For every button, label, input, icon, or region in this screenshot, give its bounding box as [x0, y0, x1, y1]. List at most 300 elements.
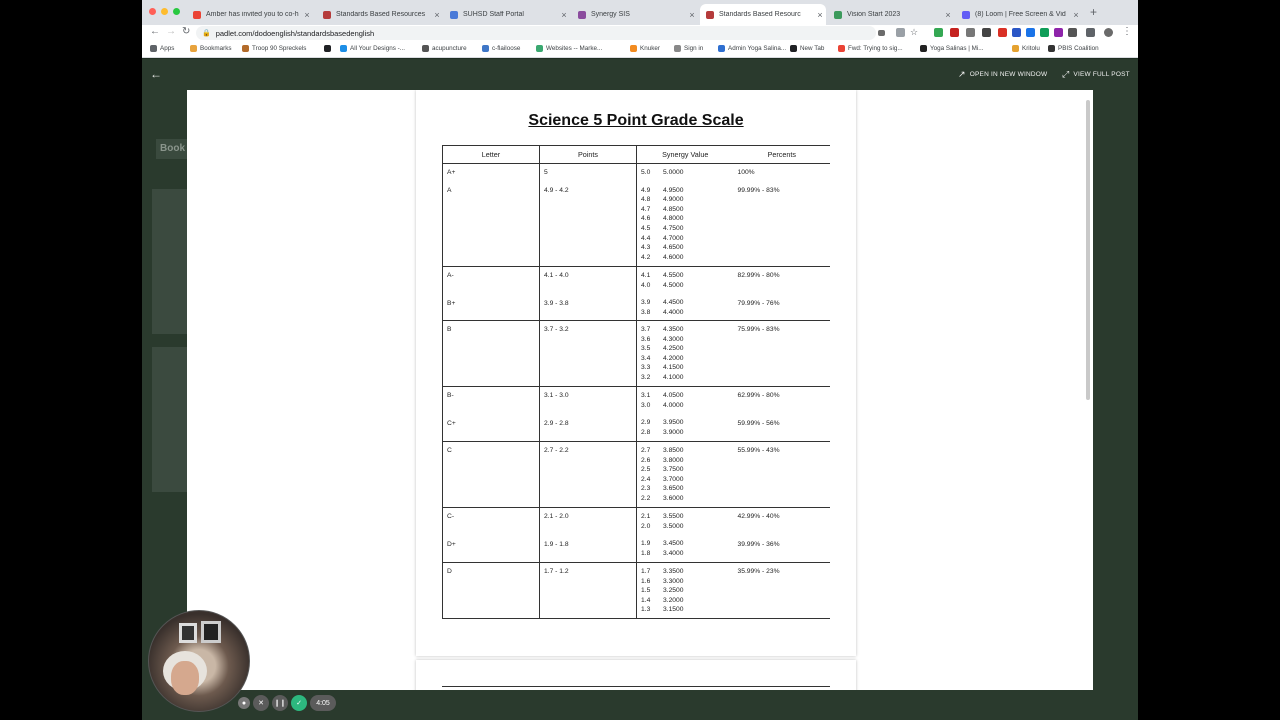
- synergy-entry: [641, 475, 734, 485]
- loom-timer: 4:05: [310, 695, 336, 711]
- reload-button[interactable]: ↻: [182, 26, 191, 37]
- synergy-point: 1.3: [641, 606, 651, 614]
- forward-button[interactable]: →: [166, 26, 176, 37]
- tab[interactable]: [700, 4, 826, 25]
- synergy-entry: [641, 253, 734, 263]
- tab[interactable]: [956, 4, 1082, 25]
- padlet-page: [142, 59, 1138, 720]
- new-tab-button[interactable]: +: [1090, 5, 1098, 19]
- synergy-entry: [641, 344, 734, 354]
- synergy-value: 4.8000: [663, 215, 684, 223]
- open-in-new-window-label: OPEN IN NEW WINDOW: [969, 71, 1048, 78]
- percent-range: 39.99% - 36%: [737, 540, 780, 548]
- tab-close-icon[interactable]: ×: [561, 9, 567, 20]
- bookmark-favicon-icon: [1012, 45, 1019, 52]
- bookmark-item[interactable]: [630, 45, 660, 52]
- table-row: [443, 508, 831, 563]
- address-url: padlet.com/dodoenglish/standardsbasedenglish: [215, 28, 375, 38]
- tab[interactable]: [187, 4, 313, 25]
- table-cell: [734, 508, 831, 563]
- synergy-value: 3.3000: [663, 577, 684, 585]
- synergy-point: 4.4: [641, 234, 651, 242]
- synergy-entry: [641, 484, 734, 494]
- synergy-point: 4.9: [641, 186, 651, 194]
- tab-favicon-icon: [834, 11, 842, 19]
- synergy-point: 3.8: [641, 308, 651, 316]
- synergy-entry: [641, 446, 734, 456]
- menu-kebab-icon[interactable]: ⋮: [1122, 26, 1132, 37]
- table-cell: [443, 442, 540, 508]
- synergy-point: 2.3: [641, 485, 651, 493]
- tab[interactable]: [828, 4, 954, 25]
- synergy-entry: [641, 577, 734, 587]
- synergy-entry: [641, 214, 734, 224]
- column-header: Points: [540, 146, 637, 164]
- synergy-point: 4.6: [641, 215, 651, 223]
- tab[interactable]: [572, 4, 698, 25]
- synergy-value: 4.4000: [663, 308, 684, 316]
- bookmark-item[interactable]: [324, 45, 334, 52]
- synergy-point: 2.2: [641, 494, 651, 502]
- tab[interactable]: [444, 4, 570, 25]
- synergy-value: 4.0000: [663, 401, 684, 409]
- synergy-value: 4.7500: [663, 224, 684, 232]
- tab-favicon-icon: [323, 11, 331, 19]
- synergy-point: 4.7: [641, 205, 651, 213]
- synergy-entry: [641, 325, 734, 335]
- table-cell: [637, 267, 734, 321]
- open-external-icon: ↗: [958, 69, 966, 79]
- synergy-value: 3.4500: [663, 540, 684, 548]
- bookmark-favicon-icon: [150, 45, 157, 52]
- synergy-entry: [641, 224, 734, 234]
- browser-window: [142, 0, 1138, 720]
- synergy-value: 3.9500: [663, 419, 684, 427]
- table-cell: [540, 508, 637, 563]
- tab-close-icon[interactable]: ×: [304, 9, 310, 20]
- synergy-value: 3.8000: [663, 456, 684, 464]
- synergy-entry: [641, 418, 734, 428]
- synergy-point: 3.2: [641, 373, 651, 381]
- table-cell: [734, 321, 831, 387]
- view-full-post-label: VIEW FULL POST: [1073, 71, 1130, 78]
- background-card: [152, 189, 188, 334]
- bookmark-item[interactable]: [1012, 45, 1040, 52]
- synergy-point: 3.9: [641, 299, 651, 307]
- tab-favicon-icon: [578, 11, 586, 19]
- synergy-entry: [641, 605, 734, 615]
- share-icon[interactable]: [896, 28, 905, 37]
- synergy-point: 4.8: [641, 196, 651, 204]
- synergy-value: 3.2500: [663, 587, 684, 595]
- column-header: Letter: [443, 146, 540, 164]
- synergy-entry: [641, 391, 734, 401]
- tab-favicon-icon: [450, 11, 458, 19]
- bookmark-item[interactable]: [150, 45, 174, 52]
- synergy-entry: [641, 456, 734, 466]
- synergy-point: 1.6: [641, 577, 651, 585]
- synergy-entry: [641, 298, 734, 308]
- synergy-value: 4.3500: [663, 326, 684, 333]
- table-cell: [637, 387, 734, 442]
- open-in-new-window-button[interactable]: [958, 69, 1047, 80]
- back-arrow-icon[interactable]: ←: [150, 67, 162, 81]
- bookmark-label: New Tab: [800, 45, 825, 52]
- synergy-entry: [641, 335, 734, 345]
- synergy-value: 4.5000: [663, 281, 684, 289]
- synergy-entry: [641, 494, 734, 504]
- table-cell: [540, 442, 637, 508]
- wall-frame: [179, 623, 197, 643]
- bookmark-item[interactable]: [536, 45, 602, 52]
- synergy-entry: [641, 586, 734, 596]
- synergy-entry: [641, 205, 734, 215]
- letter-grade: C: [447, 447, 452, 454]
- bookmark-label: Yoga Salinas | Mi...: [930, 45, 984, 52]
- table-cell: [637, 321, 734, 387]
- synergy-point: 2.0: [641, 522, 651, 530]
- document-title: Science 5 Point Grade Scale: [528, 112, 744, 129]
- table-cell: [443, 164, 540, 267]
- table-cell: [734, 267, 831, 321]
- synergy-point: 4.2: [641, 253, 651, 261]
- tab-label: Amber has invited you to co-h: [206, 11, 299, 18]
- percent-range: 100%: [737, 169, 755, 176]
- bookmark-item[interactable]: [482, 45, 520, 52]
- table-cell: [734, 164, 831, 267]
- table-header-row: [443, 146, 831, 164]
- letter-grade: D: [447, 568, 452, 575]
- synergy-entry: [641, 243, 734, 253]
- points-range: 3.7 - 3.2: [544, 326, 569, 333]
- loom-cancel-icon[interactable]: ✕: [253, 695, 269, 711]
- synergy-point: 3.6: [641, 335, 651, 343]
- bookmark-favicon-icon: [718, 45, 725, 52]
- synergy-point: 2.7: [641, 447, 651, 454]
- letter-grade: D+: [447, 540, 456, 548]
- synergy-point: 3.7: [641, 326, 651, 333]
- bookmark-favicon-icon: [790, 45, 797, 52]
- synergy-point: 4.3: [641, 244, 651, 252]
- synergy-value: 3.6500: [663, 485, 684, 493]
- synergy-entry: [641, 512, 734, 522]
- table-row: [443, 387, 831, 442]
- bookmark-favicon-icon: [340, 45, 347, 52]
- table-cell: [443, 508, 540, 563]
- synergy-value: 4.7000: [663, 234, 684, 242]
- background-card: [152, 347, 188, 492]
- percent-range: 62.99% - 80%: [737, 392, 780, 399]
- table-row: [443, 164, 831, 267]
- extension-icon-1[interactable]: [934, 28, 943, 37]
- points-range: 4.9 - 4.2: [544, 186, 569, 194]
- synergy-value: 4.9500: [663, 186, 684, 194]
- bookmark-favicon-icon: [920, 45, 927, 52]
- document-page-next: [416, 660, 856, 690]
- synergy-point: 1.5: [641, 587, 651, 595]
- synergy-value: 4.2500: [663, 345, 684, 353]
- bookmark-label: Bookmarks: [200, 45, 232, 52]
- scrollbar[interactable]: [1086, 100, 1090, 400]
- extension-icon-9[interactable]: [1054, 28, 1063, 37]
- table-row: [443, 563, 831, 619]
- points-range: 2.9 - 2.8: [544, 419, 569, 427]
- points-range: 5: [544, 169, 548, 176]
- synergy-value: 4.0500: [663, 392, 684, 399]
- address-bar[interactable]: [196, 26, 876, 40]
- tab-label: Synergy SIS: [591, 11, 630, 18]
- bookmark-star-icon[interactable]: ☆: [910, 27, 919, 37]
- table-cell: [540, 563, 637, 619]
- extension-icon-3[interactable]: [966, 28, 975, 37]
- synergy-entry: [641, 308, 734, 318]
- percent-range: 55.99% - 43%: [737, 447, 780, 454]
- maximize-window-button[interactable]: [173, 8, 180, 15]
- points-range: 3.9 - 3.8: [544, 299, 569, 307]
- bookmark-label: Troop 90 Spreckels: [252, 45, 307, 52]
- bookmark-label: Apps: [160, 45, 175, 52]
- extension-icon-10[interactable]: [1068, 28, 1077, 37]
- synergy-value: 4.4500: [663, 299, 684, 307]
- synergy-point: 2.8: [641, 428, 651, 436]
- table-cell: [734, 563, 831, 619]
- table-cell: [637, 563, 734, 619]
- bookmarks-bar: [142, 41, 1138, 58]
- extension-icon-5[interactable]: [998, 28, 1007, 37]
- loom-camera-bubble[interactable]: [148, 610, 250, 712]
- bookmark-item[interactable]: [1048, 45, 1099, 52]
- bookmark-favicon-icon: [482, 45, 489, 52]
- synergy-value: 4.1000: [663, 373, 684, 381]
- letter-grade: A-: [447, 272, 454, 279]
- points-range: 2.1 - 2.0: [544, 513, 569, 520]
- synergy-value: 3.9000: [663, 428, 684, 436]
- synergy-value: 5.0000: [663, 169, 684, 176]
- bookmark-item[interactable]: [920, 45, 984, 52]
- table-cell: [637, 442, 734, 508]
- bookmark-favicon-icon: [190, 45, 197, 52]
- column-header: Synergy Value: [637, 146, 734, 164]
- bookmark-favicon-icon: [536, 45, 543, 52]
- tab-favicon-icon: [706, 11, 714, 19]
- background-card-book: Book: [156, 139, 188, 159]
- synergy-point: 2.1: [641, 513, 651, 520]
- document-viewer: [187, 90, 1093, 690]
- minimize-window-button[interactable]: [161, 8, 168, 15]
- synergy-point: 2.5: [641, 466, 651, 474]
- synergy-point: 5.0: [641, 169, 651, 176]
- tab-label: SUHSD Staff Portal: [463, 11, 524, 18]
- points-range: 2.7 - 2.2: [544, 447, 569, 454]
- document-page: [416, 90, 856, 656]
- synergy-value: 3.6000: [663, 494, 684, 502]
- bookmark-item[interactable]: [790, 45, 824, 52]
- synergy-point: 1.8: [641, 549, 651, 557]
- bookmark-item[interactable]: [422, 45, 467, 52]
- extension-icon-2[interactable]: [950, 28, 959, 37]
- table-cell: [734, 387, 831, 442]
- synergy-entry: [641, 281, 734, 291]
- back-button[interactable]: ←: [150, 26, 160, 37]
- browser-toolbar: [142, 25, 1138, 41]
- bookmark-favicon-icon: [324, 45, 331, 52]
- bookmark-label: Admin Yoga Salina...: [728, 45, 787, 52]
- table-cell: [443, 267, 540, 321]
- bookmark-label: Fwd: Trying to sig...: [848, 45, 903, 52]
- synergy-entry: [641, 234, 734, 244]
- expand-icon: ⤢: [1062, 69, 1070, 79]
- bookmark-favicon-icon: [630, 45, 637, 52]
- tab-close-icon[interactable]: ×: [1073, 9, 1079, 20]
- percent-range: 99.99% - 83%: [737, 186, 780, 194]
- loom-controls: [238, 694, 336, 712]
- loom-finish-icon[interactable]: ✓: [291, 695, 307, 711]
- tab-close-icon[interactable]: ×: [434, 9, 440, 20]
- bookmark-favicon-icon: [1048, 45, 1055, 52]
- percent-range: 59.99% - 56%: [737, 419, 780, 427]
- table-cell: [443, 563, 540, 619]
- bookmark-item[interactable]: [674, 45, 703, 52]
- profile-avatar[interactable]: [1104, 28, 1113, 37]
- synergy-point: 3.0: [641, 401, 651, 409]
- synergy-value: 3.3500: [663, 568, 684, 575]
- tab-close-icon[interactable]: ×: [945, 9, 951, 20]
- bookmark-label: PBIS Coalition: [1058, 45, 1099, 52]
- bookmark-favicon-icon: [838, 45, 845, 52]
- puzzle-icon[interactable]: [1086, 28, 1095, 37]
- close-window-button[interactable]: [149, 8, 156, 15]
- table-cell: [540, 387, 637, 442]
- loom-pause-icon[interactable]: ❙❙: [272, 695, 288, 711]
- letter-grade: A: [447, 186, 452, 194]
- table-row: [443, 267, 831, 321]
- synergy-value: 3.5000: [663, 522, 684, 530]
- synergy-value: 3.2000: [663, 596, 684, 604]
- synergy-entry: [641, 186, 734, 196]
- synergy-entry: [641, 354, 734, 364]
- synergy-entry: [641, 522, 734, 532]
- bookmark-item[interactable]: [838, 45, 903, 52]
- synergy-value: 4.8500: [663, 205, 684, 213]
- synergy-point: 3.1: [641, 392, 651, 399]
- synergy-entry: [641, 567, 734, 577]
- points-range: 1.9 - 1.8: [544, 540, 569, 548]
- tab-label: (8) Loom | Free Screen & Vid: [975, 11, 1066, 18]
- synergy-point: 4.5: [641, 224, 651, 232]
- synergy-entry: [641, 271, 734, 281]
- tab[interactable]: [317, 4, 443, 25]
- synergy-point: 1.7: [641, 568, 651, 575]
- synergy-value: 4.6000: [663, 253, 684, 261]
- bookmark-item[interactable]: [190, 45, 232, 52]
- letter-grade: A+: [447, 169, 456, 176]
- table-cell: [540, 267, 637, 321]
- synergy-point: 3.3: [641, 364, 651, 372]
- synergy-point: 2.4: [641, 475, 651, 483]
- synergy-point: 1.4: [641, 596, 651, 604]
- tab-label: Standards Based Resources: [336, 11, 426, 18]
- synergy-entry: [641, 373, 734, 383]
- percent-range: 42.99% - 40%: [737, 513, 780, 520]
- bookmark-label: Websites -- Marke...: [546, 45, 603, 52]
- letter-grade: B: [447, 326, 452, 333]
- synergy-entry: [641, 195, 734, 205]
- points-range: 4.1 - 4.0: [544, 272, 569, 279]
- table-row: [443, 321, 831, 387]
- percent-range: 75.99% - 83%: [737, 326, 780, 333]
- extension-icon-8[interactable]: [1040, 28, 1049, 37]
- bookmark-label: Sign in: [684, 45, 704, 52]
- synergy-entry: [641, 168, 734, 178]
- tab-close-icon[interactable]: ×: [817, 9, 823, 20]
- synergy-point: 2.9: [641, 419, 651, 427]
- bookmark-item[interactable]: [242, 45, 306, 52]
- synergy-entry: [641, 596, 734, 606]
- points-range: 1.7 - 1.2: [544, 568, 569, 575]
- synergy-value: 3.7500: [663, 466, 684, 474]
- bookmark-favicon-icon: [422, 45, 429, 52]
- table-cell: [443, 321, 540, 387]
- synergy-point: 3.4: [641, 354, 651, 362]
- synergy-value: 4.6500: [663, 244, 684, 252]
- table-cell: [734, 442, 831, 508]
- extension-icon-7[interactable]: [1026, 28, 1035, 37]
- tab-label: Vision Start 2023: [847, 11, 901, 18]
- presenter-face: [171, 661, 199, 695]
- table-cell: [637, 508, 734, 563]
- column-header: Percents: [734, 146, 831, 164]
- synergy-point: 4.0: [641, 281, 651, 289]
- loom-options-icon[interactable]: ●: [238, 697, 250, 709]
- bookmark-label: Kritolu: [1022, 45, 1040, 52]
- lock-icon: 🔒: [202, 30, 211, 37]
- bookmark-favicon-icon: [674, 45, 681, 52]
- synergy-value: 3.8500: [663, 447, 684, 454]
- points-range: 3.1 - 3.0: [544, 392, 569, 399]
- synergy-value: 4.1500: [663, 364, 684, 372]
- tab-favicon-icon: [962, 11, 970, 19]
- bookmark-label: Knuker: [640, 45, 660, 52]
- tab-strip: [142, 0, 1138, 25]
- percent-range: 35.99% - 23%: [737, 568, 780, 575]
- table-cell: [540, 321, 637, 387]
- synergy-point: 3.5: [641, 345, 651, 353]
- synergy-value: 3.1500: [663, 606, 684, 614]
- bookmark-item[interactable]: [340, 45, 405, 52]
- synergy-value: 4.5500: [663, 272, 684, 279]
- view-full-post-button[interactable]: [1062, 69, 1130, 80]
- table-cell: [540, 164, 637, 267]
- extension-icon-4[interactable]: [982, 28, 991, 37]
- tab-favicon-icon: [193, 11, 201, 19]
- letter-grade: B-: [447, 392, 454, 399]
- bookmark-label: c-flailoose: [492, 45, 521, 52]
- camera-icon[interactable]: [878, 30, 885, 36]
- table-cell: [443, 387, 540, 442]
- grade-scale-table: [442, 145, 830, 619]
- extension-icon-6[interactable]: [1012, 28, 1021, 37]
- synergy-entry: [641, 539, 734, 549]
- bookmark-label: All Your Designs -...: [350, 45, 405, 52]
- tab-close-icon[interactable]: ×: [689, 9, 695, 20]
- synergy-entry: [641, 465, 734, 475]
- bookmark-item[interactable]: [718, 45, 786, 52]
- synergy-point: 2.6: [641, 456, 651, 464]
- synergy-point: 4.1: [641, 272, 651, 279]
- tab-label: Standards Based Resourc: [719, 11, 801, 18]
- synergy-entry: [641, 363, 734, 373]
- bookmark-label: acupuncture: [432, 45, 467, 52]
